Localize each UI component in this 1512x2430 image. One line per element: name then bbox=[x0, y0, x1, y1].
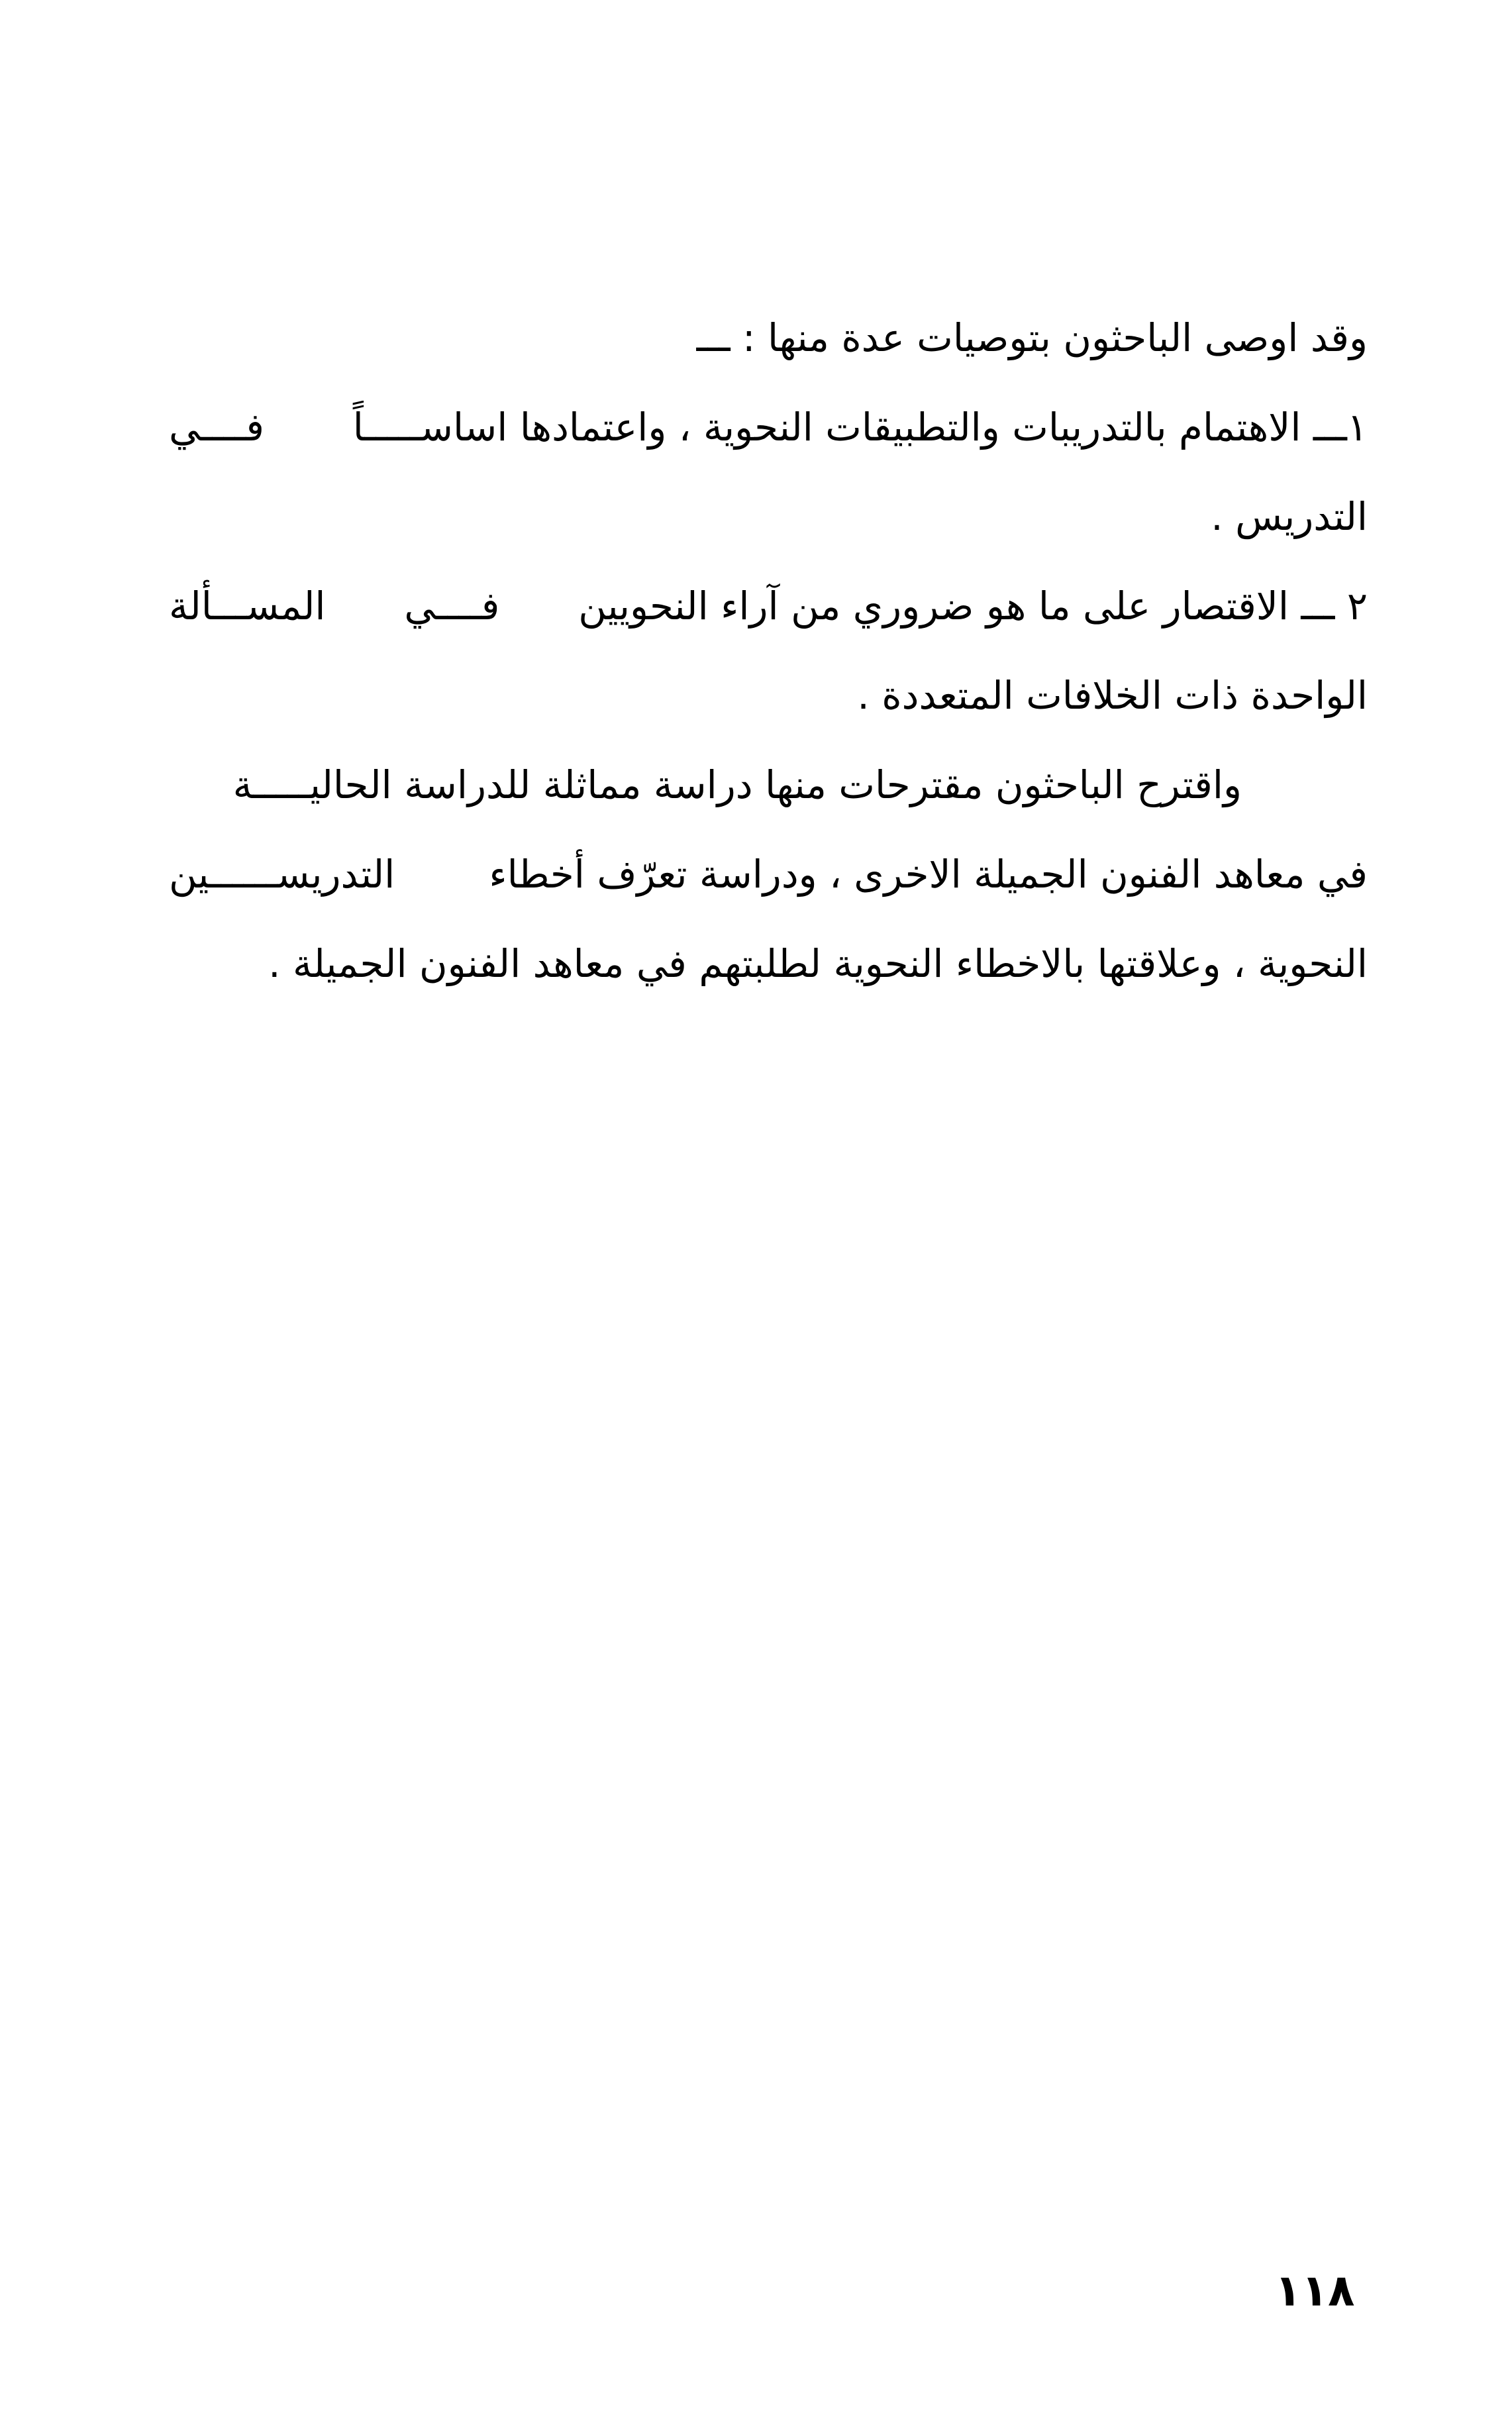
text-segment: ١ـــ الاهتمام بالتدريبات والتطبيقات النحوية ، واعتمادها اساســـــاً bbox=[352, 405, 1368, 450]
body-text bbox=[169, 311, 1368, 1027]
text-segment: التدريســــــين bbox=[169, 852, 395, 897]
text-line: التدريس . bbox=[1211, 494, 1368, 539]
text-segment: فــــي bbox=[404, 583, 500, 629]
text-segment: فــــي bbox=[169, 405, 265, 450]
text-line: الواحدة ذات الخلافات المتعددة . bbox=[857, 673, 1368, 718]
text-segment: ٢ ـــ الاقتصار على ما هو ضروري من آراء النحويين bbox=[578, 583, 1368, 629]
text-segment: المســـألة bbox=[169, 583, 326, 629]
page-number: ١١٨ bbox=[1274, 2265, 1355, 2316]
text-line bbox=[169, 848, 1368, 901]
text-line: النحوية ، وعلاقتها بالاخطاء النحوية لطلبتهم في معاهد الفنون الجميلة . bbox=[268, 941, 1368, 986]
text-line: وقد اوصى الباحثون بتوصيات عدة منها : ـــ bbox=[696, 315, 1368, 360]
text-segment: في معاهد الفنون الجميلة الاخرى ، ودراسة تعرّف أخطاء bbox=[489, 852, 1368, 897]
text-line: واقترح الباحثون مقترحات منها دراسة مماثلة للدراسة الحاليـــــة bbox=[232, 762, 1242, 807]
text-line bbox=[169, 580, 1368, 633]
text-line bbox=[169, 401, 1368, 454]
